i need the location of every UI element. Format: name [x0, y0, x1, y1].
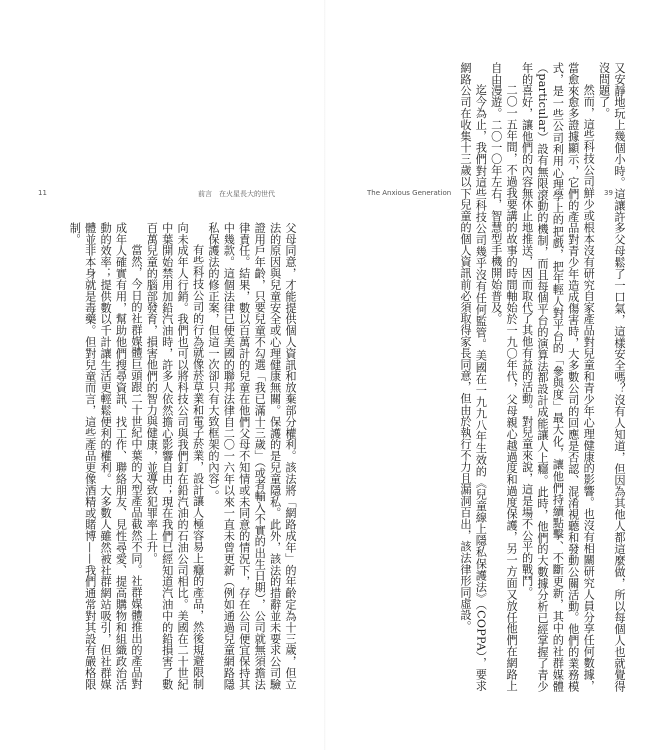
- left-paragraph-1: 父母同意，才能提供個人資訊和放棄部分權利。該法將「網路成年」的年齡定為十三歲，但立法的原因與兒童安全或心理健康無關。保護的是兒童隱私。此外，該法的措辭並未要求公司驗證用戶年齡，只要兒童不勾選「我已滿十三歲」（或者輸入不實的出生日期），公司就無須擔法律責任。結果，數以百萬計的兒童在他們父母不知情或未同意的情況下，存在公司便宜保持其中幾款。這個法律已使美國的聯邦法律自二〇一六年以來一直未曾更新（例如通過兒童網路隱私保護法的修正案，但這一次卻只有大致框架的內容）。: [206, 222, 297, 690]
- right-page-number: 39: [604, 189, 613, 197]
- left-page-number: 11: [38, 189, 47, 197]
- right-paragraph-4: 迄今為止，我們對這些科技公司幾乎沒有任何監管。美國在一九九八年生效的《兒童線上隱私保護法》（COPPA），要求網路公司在收集十三歲以下兒童的個人資訊前必須取得家長同意，但由於執行不力且漏洞百出，該法律形同虛設。: [458, 62, 488, 692]
- left-body-text: [36, 222, 298, 690]
- right-running-head: The Anxious Generation: [367, 189, 452, 197]
- right-paragraph-2: 然而，這些科技公司鮮少或根本沒有研究自家產品對兒童和青少年心理健康的影響。也沒有相關研究人員分享任何數據，當愈來愈多證據顯示，它們的產品對青少年造成傷害時，大多數公司的回應是否認、混淆視聽和發動公關活動。他們的業務模式，是一些公司利用心理學上的把戲，把年輕人對平台的「參與度」最大化，讓他們持續點擊、不斷更新，其中的社群媒體（particular）設有無限滾動的機制，而且每個平台的演算法都設計成能讓人上癮。此時，他們的大數據分析已經掌握了青少年的喜好，讓他們的內容無休止地推送，因而取代了其他有益的活動。對兒童來說，這是場不公平的戰鬥。: [520, 62, 596, 692]
- left-running-head: 前言 在火星長大的世代: [198, 190, 275, 198]
- left-paragraph-3: 當然，今日的社群媒體巨頭跟二十世紀中葉的大型產品截然不同。社群媒體推出的產品對成年人確實有用，幫助他們搜尋資訊、找工作、聯絡朋友、見性尋愛、提高購物和組織政治活動的效率；提供數以千計讓生活更輕鬆便利的權利。大多數人雖然被社群網站吸引，但社群媒體並非本身就是毒藥。但對兒童而言，這些產品更像酒精或賭博——我們通常對其設有嚴格限制。: [68, 222, 143, 690]
- right-paragraph-3: 二〇一五年間，不過我要講的故事的時間軸始於一九〇年代，父母親心越過度和過度保護，另一方面又放任他們在網路上自由漫遊。二〇一〇年左右，智慧型手機開始普及。: [489, 62, 519, 692]
- right-paragraph-1: 又安靜地玩上幾個小時。這讓許多父母鬆了一口氣，這樣安全嗎？沒有人知道，但因為其他人都這麼做，所以每個人也就覺得沒問題了。: [597, 62, 626, 692]
- left-paragraph-2: 有些科技公司的行為就像菸草業和電子菸業，設計讓人極容易上癮的產品，然後規避限制向未成年人行銷。我們也可以將科技公司與我們釘在鉛汽油的石油公司相比。美國在二十世紀中葉開始禁用加鉛汽油時，許多人依然擔心影響自由；現在我們已經知道汽油中的鉛損害了數百萬兒童的腦部發育，損害他們的智力與健康，並導致犯罪率上升。: [145, 222, 205, 690]
- right-page: [325, 0, 650, 750]
- right-body-text: [369, 62, 627, 692]
